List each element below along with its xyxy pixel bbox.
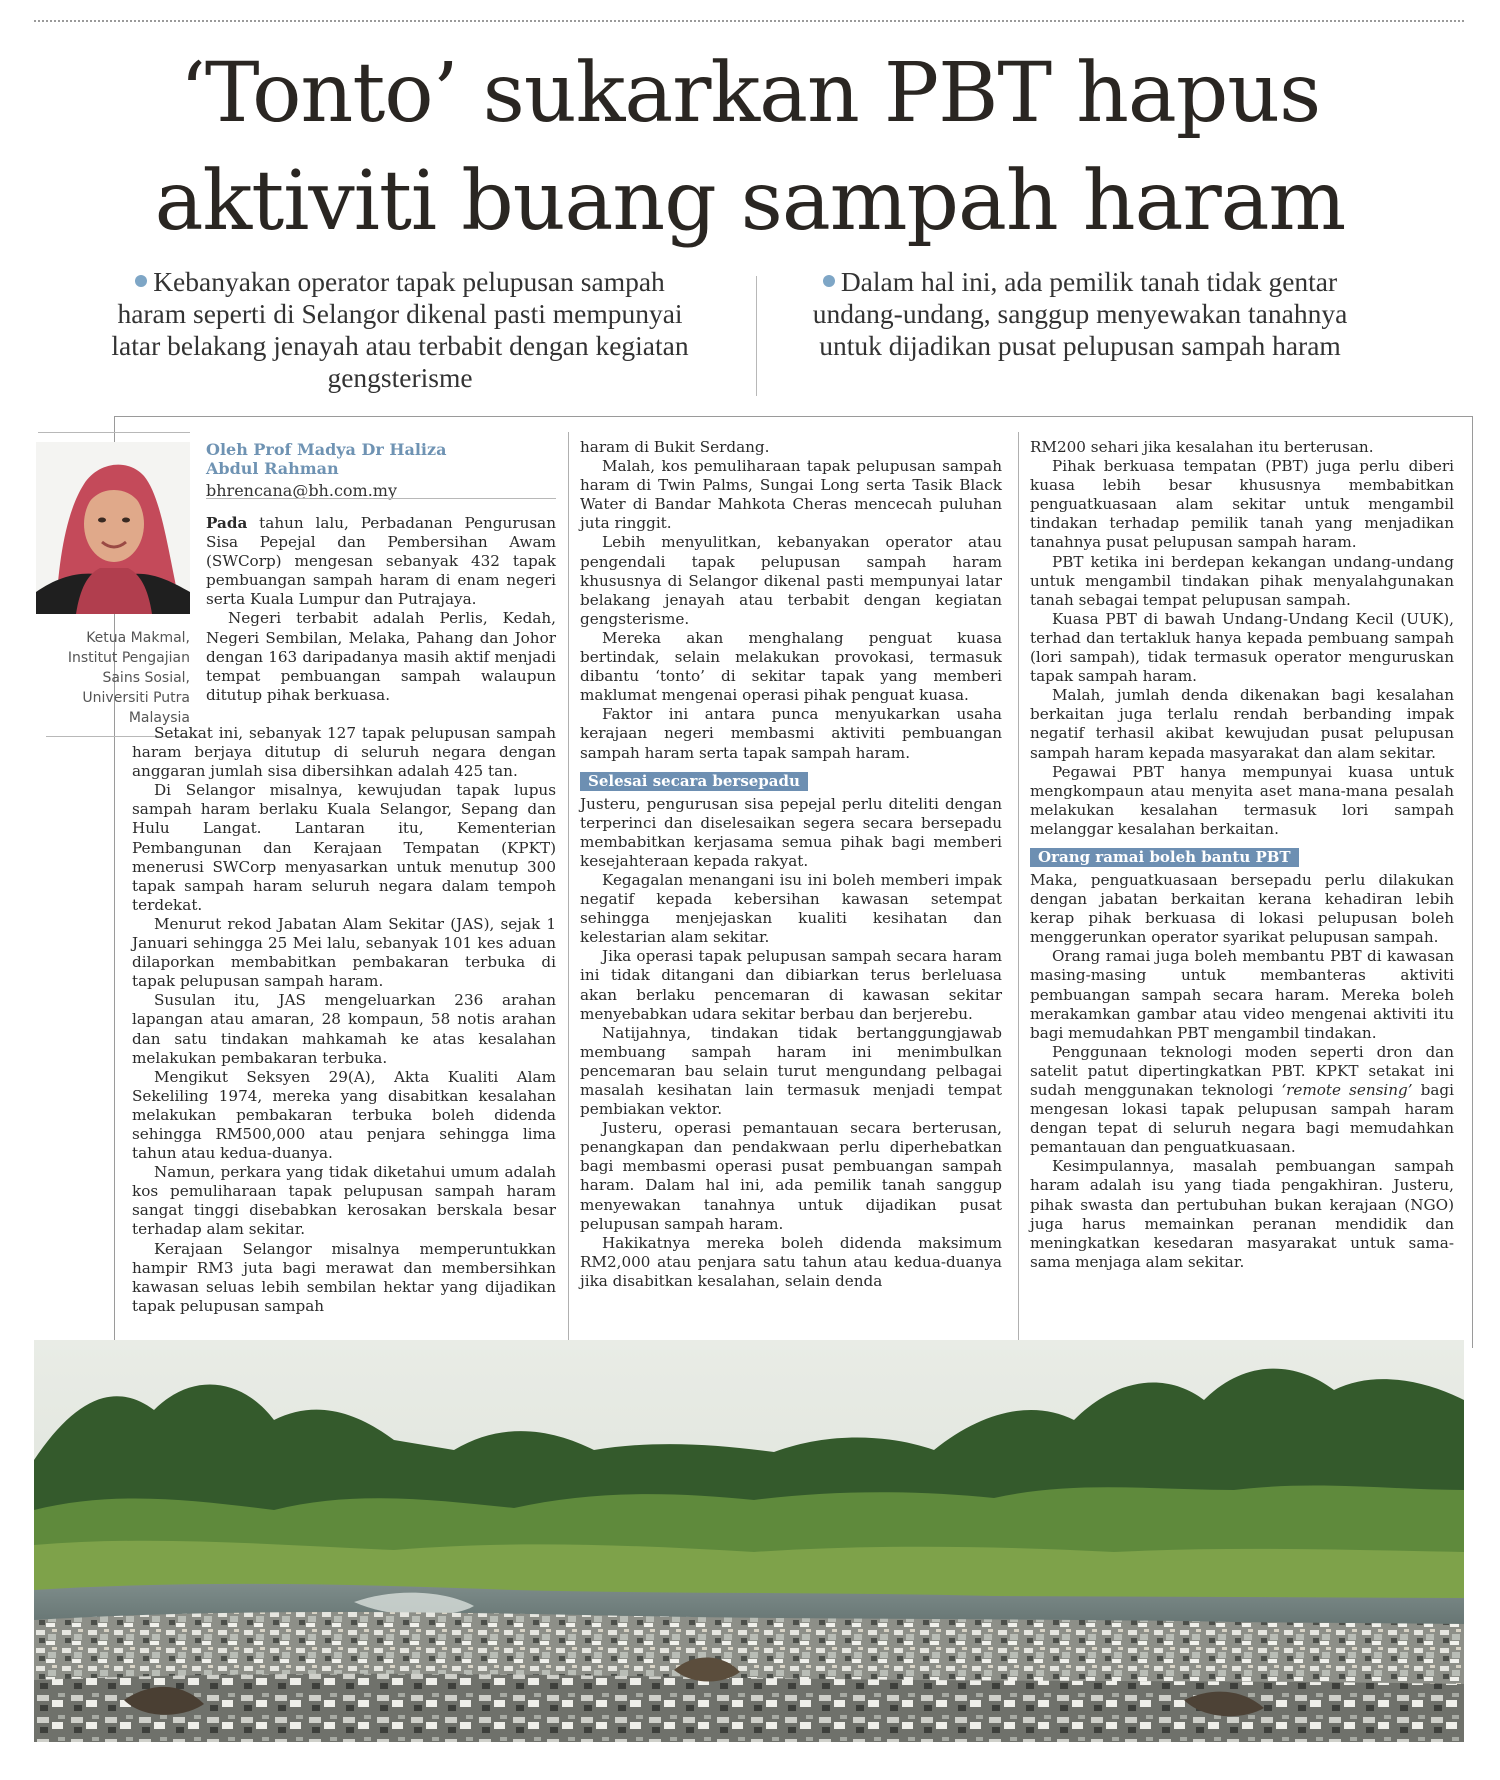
column-1-top: [206, 514, 556, 705]
bullet-icon: [823, 275, 835, 287]
paragraph: haram di Bukit Serdang.: [580, 438, 770, 456]
byline-name-1: Oleh Prof Madya Dr Haliza: [206, 440, 447, 459]
paragraph: Namun, perkara yang tidak diketahui umum adalah kos pemuliharaan tapak pelupusan sampah haram sangat tinggi disebabkan kerosakan berskala besar terhadap alam sekitar.: [132, 1163, 556, 1239]
author-email: bhrencana@bh.com.my: [206, 481, 398, 500]
subhead-orang-ramai: Orang ramai boleh bantu PBT: [1030, 848, 1299, 867]
author-caption-line: Ketua Makmal,: [86, 630, 190, 646]
paragraph: Pihak berkuasa tempatan (PBT) juga perlu diberi kuasa lebih besar khususnya membabitkan penguatkuasaan alam sekitar untuk mengambil tindakan terhadap pemilik tanah yang menjadikan tanahnya pusat pelupusan sampah haram.: [1030, 457, 1454, 552]
summary-left: [110, 266, 690, 394]
paragraph: Kesimpulannya, masalah pembuangan sampah haram adalah isu yang tiada pengakhiran. Justeru, pihak swasta dan pertubuhan bukan kerajaan (NGO) juga harus memainkan peranan mendidik dan meningkatkan kesedaran masyarakat untuk sama-sama menjaga alam sekitar.: [1030, 1157, 1454, 1271]
paragraph-text: Penggunaan teknologi moden seperti dron dan satelit patut dipertingkatkan PBT. KPKT setakat ini sudah menggunakan teknologi: [1030, 1042, 1454, 1099]
author-photo: [36, 442, 190, 614]
paragraph: Justeru, pengurusan sisa pepejal perlu diteliti dengan terperinci dan diselesaikan segera secara bersepadu membabitkan kerjasama semua pihak bagi memberi kesejahteraan kepada rakyat.: [580, 794, 1002, 870]
paragraph: Kuasa PBT di bawah Undang-Undang Kecil (UUK), terhad dan tertakluk hanya kepada pembuang sampah (lori sampah), tidak termasuk operator menguruskan tapak sampah haram.: [1030, 609, 1454, 686]
paragraph: Di Selangor misalnya, kewujudan tapak lupus sampah haram berlaku Kuala Selangor, Sepang dan Hulu Langat. Lantaran itu, Kementerian Pembangunan dan Kerajaan Tempatan (KPKT) menerusi SWCorp menyasarkan untuk menutup 300 tapak sampah haram seluruh negara dalam tempoh terdekat.: [132, 781, 556, 914]
article-frame-top: [114, 416, 1472, 417]
author-caption-line: Institut Pengajian: [67, 650, 190, 666]
author-caption-line: Malaysia: [128, 710, 190, 726]
paragraph: [1030, 1043, 1454, 1158]
paragraph: Orang ramai juga boleh membantu PBT di kawasan masing-masing untuk membanteras aktiviti pembuangan sampah secara haram. Mereka boleh merakamkan gambar atau video mengenai aktiviti itu bagi memudahkan PBT mengambil tindakan.: [1030, 947, 1454, 1042]
summary-divider: [756, 276, 757, 396]
summary-left-text: Kebanyakan operator tapak pelupusan sampah haram seperti di Selangor dikenal pasti mempunyai latar belakang jenayah atau terbabit dengan kegiatan gengsterisme: [111, 266, 689, 393]
byline-name-2: Abdul Rahman: [206, 459, 339, 478]
author-caption-line: Universiti Putra: [82, 690, 190, 706]
paragraph: RM200 sehari jika kesalahan itu berterusan.: [1030, 438, 1374, 456]
author-caption-line: Sains Sosial,: [102, 670, 190, 686]
headline-line-1: ‘Tonto’ sukarkan PBT hapus: [179, 46, 1321, 141]
paragraph: Pegawai PBT hanya mempunyai kuasa untuk mengkompaun atau menyita aset mana-mana pesalah melakukan kesalahan termasuk lori sampah melanggar kesalahan berkaitan.: [1030, 762, 1454, 838]
column-rule-2: [1018, 432, 1019, 1348]
lead-word: Pada: [206, 514, 248, 532]
paragraph: Jika operasi tapak pelupusan sampah secara haram ini tidak ditangani dan dibiarkan terus berleluasa akan berlaku pencemaran di kawasan sekitar menyebabkan udara sekitar berbau dan berjerebu.: [580, 947, 1002, 1023]
paragraph-text: tahun lalu, Perbadanan Pengurusan Sisa Pepejal dan Pembersihan Awam (SWCorp) mengesan sebanyak 432 tapak pembuangan sampah haram di enam negeri serta Kuala Lumpur dan Putrajaya.: [206, 514, 556, 609]
paragraph: Natijahnya, tindakan tidak bertanggungjawab membuang sampah haram ini menimbulkan pencemaran bau selain turut mengundang pelbagai masalah kesihatan lain termasuk menjadi tempat pembiakan vektor.: [580, 1023, 1002, 1119]
summary-right-text: Dalam hal ini, ada pemilik tanah tidak gentar undang-undang, sanggup menyewakan tanahnya untuk dijadikan pusat pelupusan sampah haram: [812, 266, 1348, 361]
paragraph-text: bagi mengesan lokasi tapak pelupusan sampah haram dengan tepat di seluruh negara bagi memudahkan pemantauan dan penguatkuasaan.: [1030, 1081, 1454, 1157]
author-portrait-icon: [36, 442, 190, 614]
paragraph: Hakikatnya mereka boleh didenda maksimum RM2,000 atau penjara satu tahun atau kedua-duanya jika disabitkan kesalahan, selain denda: [580, 1233, 1002, 1290]
paragraph: Justeru, operasi pemantauan secara berterusan, penangkapan dan pendakwaan perlu diperhebatkan bagi membasmi operasi pusat pembuangan sampah haram. Dalam hal ini, ada pemilik tanah sanggup menyewakan tanahnya untuk dijadikan pusat pelupusan sampah haram.: [580, 1119, 1002, 1233]
paragraph: Kerajaan Selangor misalnya memperuntukkan hampir RM3 juta bagi merawat dan membersihkan kawasan seluas lebih sembilan hektar yang dijadikan tapak pelupusan sampah: [132, 1239, 556, 1315]
byline: [206, 440, 556, 502]
paragraph: Lebih menyulitkan, kebanyakan operator atau pengendali tapak pelupusan sampah haram khususnya di Selangor dikenal pasti mempunyai latar belakang jenayah atau terbabit dengan kegiatan gengsterisme.: [580, 533, 1002, 628]
paragraph: Susulan itu, JAS mengeluarkan 236 arahan lapangan atau amaran, 28 kompaun, 58 notis arahan dan satu tindakan mahkamah ke atas kesalahan melakukan pembakaran terbuka.: [132, 991, 556, 1067]
top-dotted-rule: [34, 20, 1464, 22]
paragraph: Mengikut Seksyen 29(A), Akta Kualiti Alam Sekeliling 1974, mereka yang disabitkan kesalahan melakukan pembakaran terbuka boleh didenda sehingga RM500,000 atau penjara sehingga lima tahun atau kedua-duanya.: [132, 1067, 556, 1163]
author-rule-top: [38, 432, 190, 433]
paragraph: Faktor ini antara punca menyukarkan usaha kerajaan negeri membasmi aktiviti pembuangan sampah haram serta tapak sampah haram.: [580, 705, 1002, 762]
headline: [40, 40, 1460, 256]
column-3: [1030, 438, 1454, 1272]
column-2: [580, 438, 1002, 1291]
landfill-river-image-icon: [34, 1340, 1464, 1742]
paragraph: Maka, penguatkuasaan bersepadu perlu dilakukan dengan jabatan berkaitan kerana kehadiran lebih kerap pihak berkuasa di lokasi pelupusan boleh menggerunkan operator syarikat pelupusan sampah.: [1030, 870, 1454, 947]
column-1-bottom: [132, 724, 556, 1316]
paragraph: PBT ketika ini berdepan kekangan undang-undang untuk mengambil tindakan pihak menyalahgunakan tanah sebagai tempat pelupusan sampah.: [1030, 552, 1454, 609]
article-frame-right: [1472, 416, 1473, 1348]
rubbish-river-photo: [34, 1340, 1464, 1742]
author-caption: [36, 628, 190, 728]
headline-line-2: aktiviti buang sampah haram: [154, 154, 1346, 249]
emphasis-text: ‘remote sensing’: [1281, 1081, 1413, 1099]
paragraph: Mereka akan menghalang penguat kuasa bertindak, selain melakukan provokasi, termasuk dibantu ‘tonto’ di sekitar tapak yang memberi maklumat mengenai operasi pihak penguat kuasa.: [580, 628, 1002, 705]
paragraph: [206, 514, 556, 609]
byline-rule: [206, 498, 556, 499]
paragraph: Menurut rekod Jabatan Alam Sekitar (JAS), sejak 1 Januari sehingga 25 Mei lalu, sebanyak 101 kes aduan dilaporkan membabitkan pembakaran terbuka di tapak pelupusan sampah haram.: [132, 914, 556, 991]
paragraph: Setakat ini, sebanyak 127 tapak pelupusan sampah haram berjaya ditutup di seluruh negara dengan anggaran jumlah sisa dibersihkan adalah 425 tan.: [132, 724, 556, 781]
paragraph: Malah, jumlah denda dikenakan bagi kesalahan berkaitan juga terlalu rendah berbanding impak negatif terhasil akibat kewujudan pusat pelupusan sampah haram kepada masyarakat dan alam sekitar.: [1030, 686, 1454, 762]
bullet-icon: [135, 275, 147, 287]
summary-right: [790, 266, 1370, 362]
paragraph: Malah, kos pemuliharaan tapak pelupusan sampah haram di Twin Palms, Sungai Long serta Tasik Black Water di Bandar Mahkota Cheras mencecah puluhan juta ringgit.: [580, 457, 1002, 533]
column-rule-1: [568, 432, 569, 1348]
subhead-selesai: Selesai secara bersepadu: [580, 772, 808, 791]
paragraph: Kegagalan menangani isu ini boleh memberi impak negatif kepada kebersihan kawasan setempat sehingga menjejaskan kualiti kesihatan dan kelestarian alam sekitar.: [580, 870, 1002, 947]
paragraph: Negeri terbabit adalah Perlis, Kedah, Negeri Sembilan, Melaka, Pahang dan Johor dengan 163 daripadanya masih aktif menjadi tempat pembuangan sampah walaupun ditutup pihak berkuasa.: [206, 609, 556, 704]
